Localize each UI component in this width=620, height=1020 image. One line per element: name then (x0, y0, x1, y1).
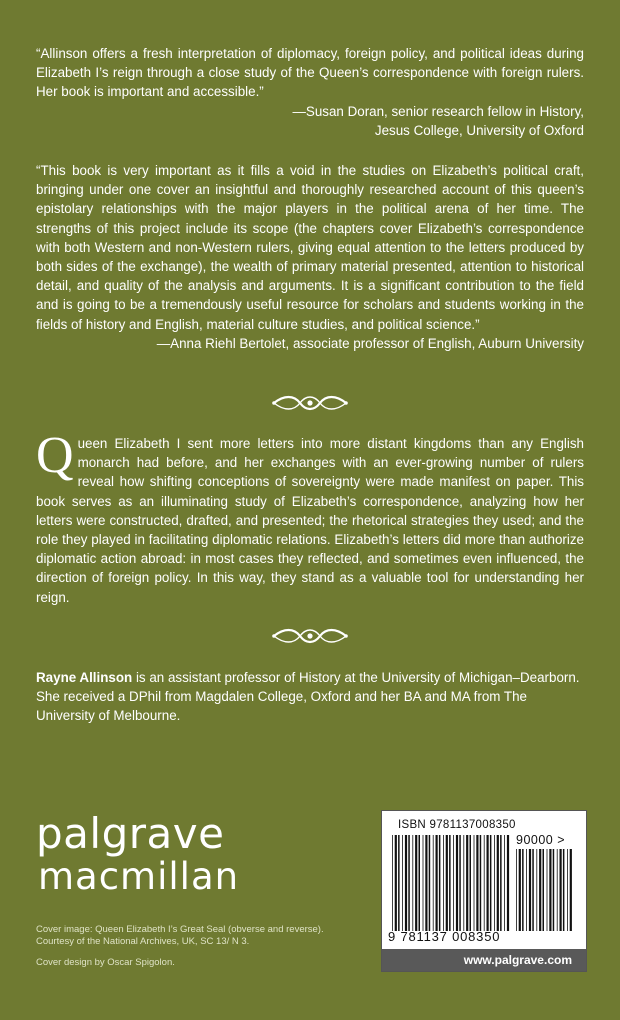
barcode-bar (487, 835, 489, 931)
barcode-bar (563, 849, 565, 931)
attribution-line: —Anna Riehl Bertolet, associate professor of English, Auburn University (156, 335, 584, 351)
barcode-bar (412, 835, 413, 931)
barcode-bar (557, 849, 558, 931)
barcode-bar (560, 849, 562, 931)
barcode-bar (408, 835, 410, 931)
barcode-bar (474, 835, 475, 931)
barcode-bar (456, 835, 458, 931)
barcode-bar (476, 835, 478, 931)
isbn-label: ISBN 9781137008350 (398, 819, 516, 831)
cover-image-credit: Cover image: Queen Elizabeth I’s Great Seal (obverse and reverse). (36, 924, 324, 935)
barcode-bar (497, 835, 499, 931)
barcode-bar (425, 835, 427, 931)
publisher-logo-line2: macmillan (38, 855, 240, 898)
barcode-bar (567, 849, 568, 931)
drop-cap: Q (36, 427, 74, 484)
barcode-bar (433, 835, 434, 931)
barcode-bars (392, 835, 510, 931)
barcode-bar (463, 835, 464, 931)
barcode-bar (423, 835, 424, 931)
barcode-bar (516, 849, 517, 931)
scroll-divider-ornament-icon (270, 393, 350, 413)
barcode-bar (415, 835, 417, 931)
quote-text: “Allinson offers a fresh interpretation of diplomacy, foreign policy, and political ideas during Elizabeth I’s reign through a close study of the Queen’s correspondence with foreign rulers. Her book is important and accessible.” (36, 46, 584, 100)
barcode-bar (547, 849, 548, 931)
bio-text: is an assistant professor of History at the University of Michigan–Dearborn. She received a DPhil from Magdalen College, Oxford and her BA and MA from The University of Melbourne. (36, 670, 580, 724)
publisher-logo (36, 809, 266, 898)
isbn-barcode-box (381, 810, 587, 972)
barcode-bar (484, 835, 485, 931)
publisher-url: www.palgrave.com (463, 953, 572, 967)
barcode-bar (553, 849, 555, 931)
barcode-bar (549, 849, 551, 931)
barcode-bar (470, 835, 472, 931)
barcode-bar (419, 835, 421, 931)
barcode-bar (522, 849, 524, 931)
author-name: Rayne Allinson (36, 670, 133, 685)
barcode-bar (507, 835, 509, 931)
barcode-bar (446, 835, 448, 931)
publisher-logo-line1: palgrave (36, 809, 225, 858)
quote-text: “This book is very important as it fills a void in the studies on Elizabeth’s political craft, bringing under one cover an insightful and thoroughly researched account of this queen’s epistolary relationships with the major players in the political arena of her time. The strengths of this project include its scope (the chapters cover Elizabeth’s correspondence with both Western and non-Western rulers, giving equal attention to the letters produced by both sides of the exchange), the wealth of primary material presented, attention to historical detail, and quality of the analysis and arguments. It is a significant contribution to the field and is going to be a tremendously useful resource for scholars and students working in the fields of history and English, material culture studies, and political science.” (36, 163, 584, 332)
quote-attribution (36, 102, 584, 140)
barcode-bar (504, 835, 505, 931)
barcode-digits: 9 781137 008350 (388, 929, 501, 944)
barcode-bar (449, 835, 451, 931)
scroll-divider-ornament-icon (270, 626, 350, 646)
barcode-bar (519, 849, 521, 931)
barcode-bar (453, 835, 454, 931)
cover-credits (36, 924, 376, 969)
cover-design-credit: Cover design by Oscar Spigolon. (36, 957, 175, 968)
description-text: ueen Elizabeth I sent more letters into more distant kingdoms than any English monarch had before, and her exchanges with an ever-growing number of rulers reveal how shifting conceptions of sovereignty were made manifest on paper. This book serves as an illuminating study of Elizabeth’s correspondence, analyzing how her letters were constructed, drafted, and presented; the rhetorical strategies they used; and the role they played in facilitating diplomatic relations. Elizabeth’s letters did more than authorize diplomatic action abroad: in most cases they reflected, and sometimes even influenced, the direction of foreign policy. In this way, they stand as a valuable tool for understanding her reign. (36, 436, 584, 605)
barcode-bar (480, 835, 482, 931)
barcode-bar (395, 835, 397, 931)
barcode-bar (570, 849, 572, 931)
barcode-bar (500, 835, 502, 931)
barcode-bar (398, 835, 400, 931)
barcode-bar (543, 849, 545, 931)
barcode-bar (532, 849, 534, 931)
attribution-line: —Susan Doran, senior research fellow in History, (292, 103, 584, 119)
barcode-bar (526, 849, 527, 931)
barcode-bar (439, 835, 441, 931)
review-quote-doran (36, 44, 584, 140)
barcode-addon-bars (516, 849, 572, 931)
barcode-bar (392, 835, 393, 931)
review-quote-bertolet (36, 161, 584, 353)
barcode-bar (466, 835, 468, 931)
barcode-bar (436, 835, 438, 931)
barcode-bar (490, 835, 492, 931)
barcode-bar (405, 835, 407, 931)
barcode-bar (529, 849, 531, 931)
barcode-bar (539, 849, 541, 931)
attribution-line: Jesus College, University of Oxford (374, 122, 584, 138)
cover-image-credit: Courtesy of the National Archives, UK, SC 13/ N 3. (36, 936, 250, 947)
barcode-bar (402, 835, 403, 931)
barcode-bar (494, 835, 495, 931)
barcode-bar (459, 835, 461, 931)
barcode-bar (536, 849, 537, 931)
quote-attribution (36, 334, 584, 353)
publisher-url-bar (382, 949, 586, 971)
book-description (36, 427, 584, 607)
barcode-bar (443, 835, 444, 931)
barcode-addon-number: 90000 > (516, 833, 566, 847)
author-bio (36, 668, 584, 726)
barcode-bar (429, 835, 431, 931)
